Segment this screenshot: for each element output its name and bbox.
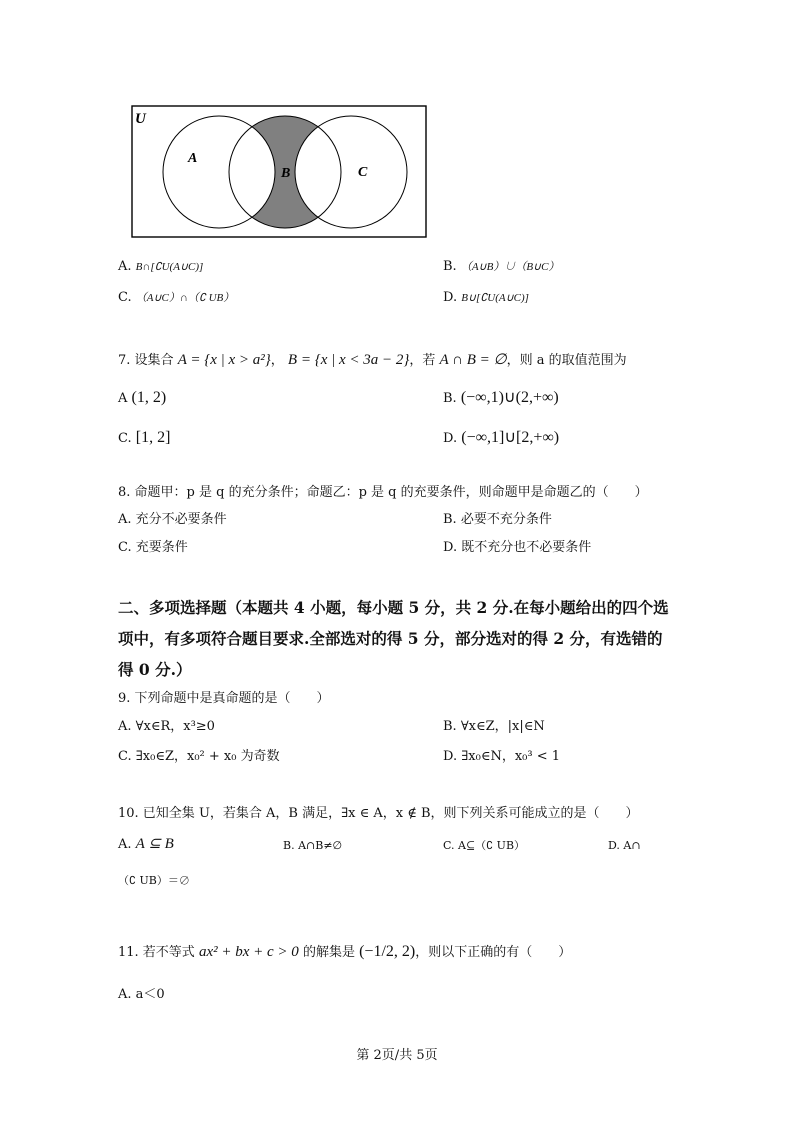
q9-option-b: B. ∀x∈Z，|x|∈N <box>443 719 545 734</box>
page-footer: 第 2页/共 5页 <box>356 1048 438 1063</box>
q9-option-c: C. ∃x₀∈Z，x₀² + x₀ 为奇数 <box>118 749 280 764</box>
q7-option-c: C. [1, 2] <box>118 429 171 446</box>
q7-option-a-expr: (1, 2) <box>131 389 167 406</box>
q6-option-b: B. （A∪B）∪（B∪C） <box>443 259 560 274</box>
q7-option-a: A (1, 2) <box>118 389 167 406</box>
section2-heading-line3: 得 0 分.） <box>118 660 192 679</box>
q10-option-a: A. A ⊆ B <box>118 836 174 852</box>
q7-option-c-expr: [1, 2] <box>135 429 171 446</box>
q8-option-a: A. 充分不必要条件 <box>118 512 227 527</box>
q6-option-a: A. B∩[∁U(A∪C)] <box>118 259 204 274</box>
q10-option-c: C. A⊆（∁ UB） <box>443 839 526 852</box>
q10-option-a-expr: A ⊆ B <box>135 836 174 852</box>
q11-inequality: ax² + bx + c > 0 <box>198 944 299 960</box>
q7-set-b: B = {x | x < 3a − 2} <box>287 352 410 368</box>
q7-option-b: B. (−∞,1)∪(2,+∞) <box>443 389 559 406</box>
q8-option-c: C. 充要条件 <box>118 540 188 555</box>
q9-stem: 9. 下列命题中是真命题的是（ ） <box>118 691 330 706</box>
section2-heading-line2: 项中，有多项符合题目要求.全部选对的得 5 分，部分选对的得 2 分，有选错的 <box>118 629 663 648</box>
q8-option-b: B. 必要不充分条件 <box>443 512 552 527</box>
q10-option-d-cont: （∁ UB）＝∅ <box>118 874 190 887</box>
q10-option-d: D. A∩ <box>608 839 641 852</box>
q7-option-d: D. (−∞,1]∪[2,+∞) <box>443 429 560 446</box>
set-b-label: B <box>281 166 291 181</box>
section2-heading-line1: 二、多项选择题（本题共 4 小题，每小题 5 分，共 2 分.在每小题给出的四个选 <box>118 598 669 617</box>
set-c-label: C <box>358 165 368 180</box>
q11-interval: (−1/2, 2) <box>359 943 416 960</box>
q6-option-d-expr: B∪[∁U(A∪C)] <box>461 292 529 304</box>
q9-option-d: D. ∃x₀∈N，x₀³ < 1 <box>443 749 561 764</box>
q6-option-d: D. B∪[∁U(A∪C)] <box>443 290 529 305</box>
q10-stem: 10. 已知全集 U，若集合 A，B 满足，∃x ∈ A，x ∉ B，则下列关系可能成立的是（ ） <box>118 806 639 821</box>
q7-stem: 7. 设集合 A = {x | x > a²}， B = {x | x < 3a − 2}，若 A ∩ B = ∅，则 a 的取值范围为 <box>118 352 627 368</box>
q11-stem: 11. 若不等式 ax² + bx + c > 0 的解集是 (−1/2, 2)，则以下正确的有（ ） <box>118 943 572 960</box>
q11-option-a: A. a＜0 <box>118 987 165 1002</box>
q7-option-b-expr: (−∞,1)∪(2,+∞) <box>460 389 559 406</box>
venn-diagram <box>128 102 430 240</box>
q6-option-c-expr: （A∪C）∩（∁ UB） <box>135 292 235 304</box>
q10-option-b: B. A∩B≠∅ <box>283 839 343 852</box>
q8-option-d: D. 既不充分也不必要条件 <box>443 540 592 555</box>
q7-condition: A ∩ B = ∅ <box>439 352 507 368</box>
q6-option-b-expr: （A∪B）∪（B∪C） <box>460 261 560 273</box>
q6-option-c: C. （A∪C）∩（∁ UB） <box>118 290 235 305</box>
q6-option-a-expr: B∩[∁U(A∪C)] <box>135 261 204 273</box>
q7-option-d-expr: (−∞,1]∪[2,+∞) <box>461 429 560 446</box>
q9-option-a: A. ∀x∈R，x³≥0 <box>118 719 215 734</box>
universe-label: U <box>135 111 146 127</box>
q7-set-a: A = {x | x > a²} <box>177 352 271 368</box>
q8-stem: 8. 命题甲：p 是 q 的充分条件；命题乙：p 是 q 的充要条件，则命题甲是命题乙的（ ） <box>118 485 648 500</box>
set-a-label: A <box>188 151 198 166</box>
